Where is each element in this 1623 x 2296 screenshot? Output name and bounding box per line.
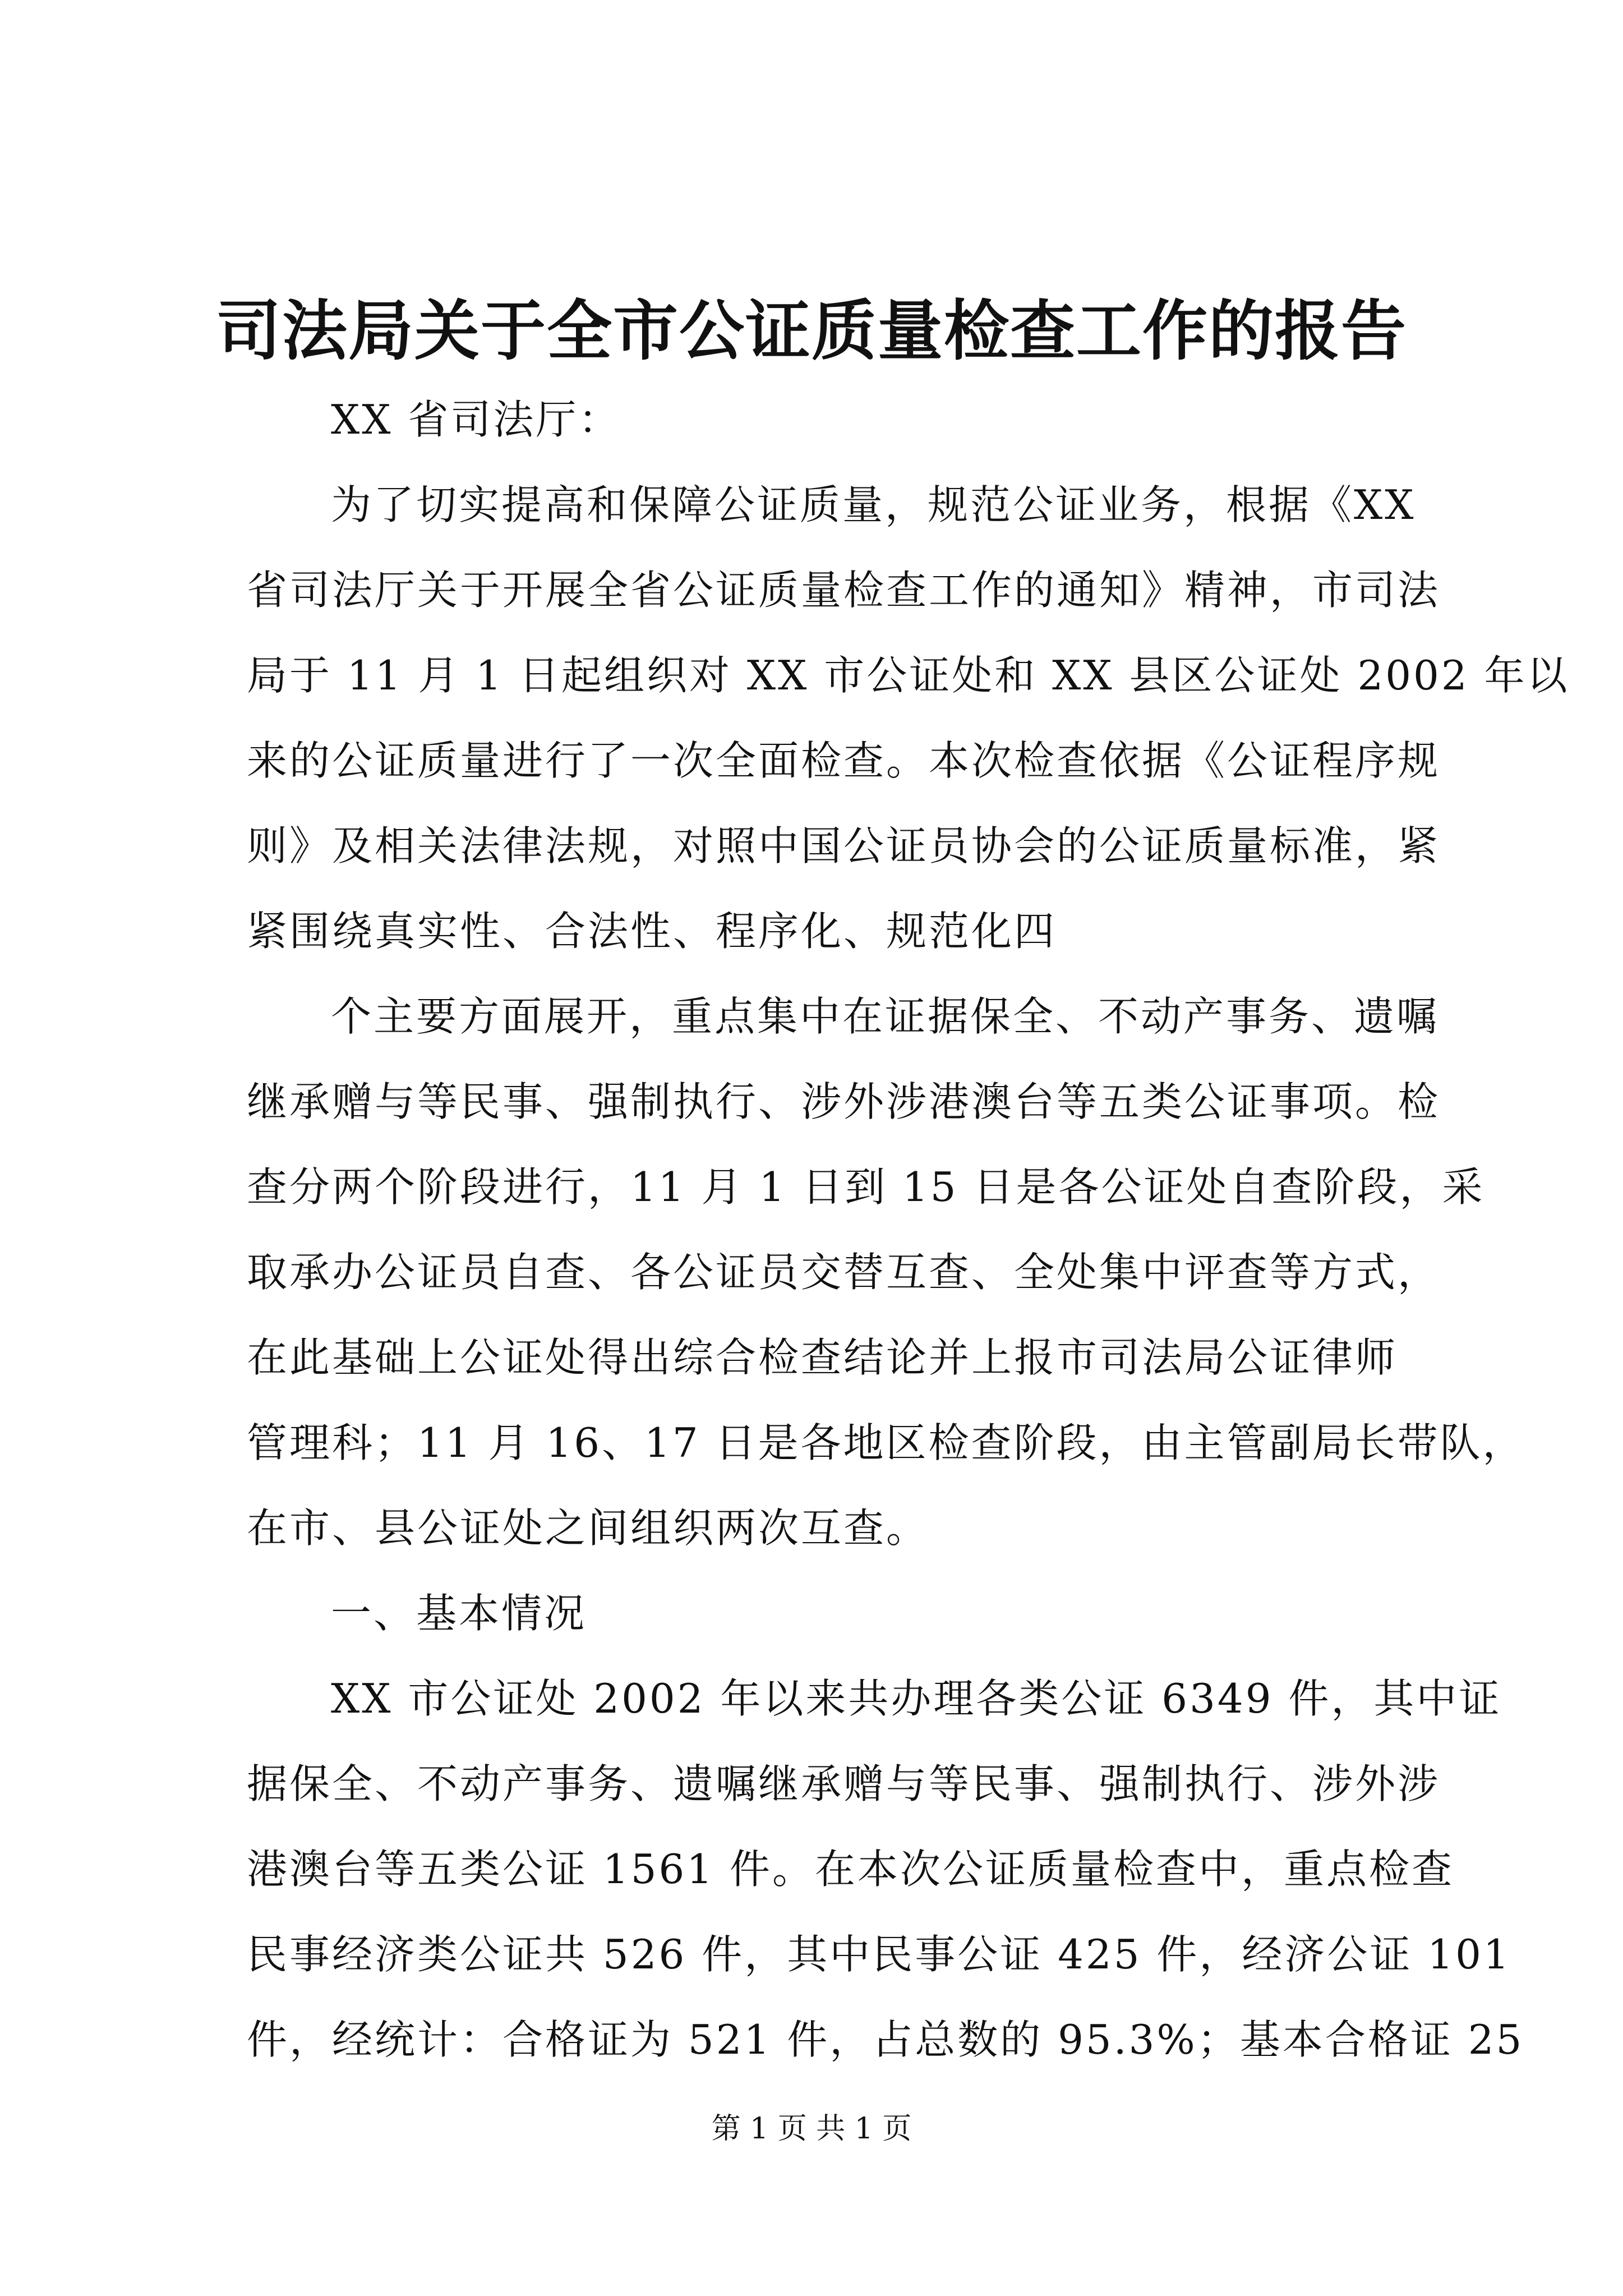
body-line: 为了切实提高和保障公证质量，规范公证业务，根据《XX	[331, 481, 1416, 528]
body-line: 局于 11 月 1 日起组织对 XX 市公证处和 XX 县区公证处 2002 年以	[247, 652, 1570, 699]
body-line: 在此基础上公证处得出综合检查结论并上报市司法局公证律师	[247, 1334, 1398, 1381]
body-line: 则》及相关法律法规，对照中国公证员协会的公证质量标准，紧	[247, 822, 1441, 869]
body-line: 查分两个阶段进行，11 月 1 日到 15 日是各公证处自查阶段，采	[247, 1163, 1485, 1211]
body-line: XX 省司法厅：	[331, 396, 621, 443]
body-line: 继承赠与等民事、强制执行、涉外涉港澳台等五类公证事项。检	[247, 1078, 1441, 1125]
body-line: 管理科；11 月 16、17 日是各地区检查阶段，由主管副局长带队，	[247, 1419, 1525, 1466]
body-line: 据保全、不动产事务、遗嘱继承赠与等民事、强制执行、涉外涉	[247, 1760, 1441, 1807]
section-heading: 一、基本情况	[331, 1590, 587, 1637]
body-line: 件，经统计：合格证为 521 件，占总数的 95.3%；基本合格证 25	[247, 2016, 1524, 2063]
body-line: 在市、县公证处之间组织两次互查。	[247, 1504, 929, 1552]
body-line: 取承办公证员自查、各公证员交替互查、全处集中评查等方式，	[247, 1249, 1441, 1296]
body-line: 民事经济类公证共 526 件，其中民事公证 425 件，经济公证 101	[247, 1931, 1511, 1978]
document-title: 司法局关于全市公证质量检查工作的报告	[216, 293, 1407, 369]
body-line: XX 市公证处 2002 年以来共办理各类公证 6349 件，其中证	[331, 1675, 1502, 1722]
body-line: 港澳台等五类公证 1561 件。在本次公证质量检查中，重点检查	[247, 1846, 1455, 1893]
body-line: 来的公证质量进行了一次全面检查。本次检查依据《公证程序规	[247, 737, 1441, 784]
body-line: 省司法厅关于开展全省公证质量检查工作的通知》精神，市司法	[247, 567, 1441, 614]
page-footer: 第 1 页 共 1 页	[711, 2112, 912, 2146]
body-line: 个主要方面展开，重点集中在证据保全、不动产事务、遗嘱	[331, 993, 1440, 1040]
document-body	[247, 377, 1570, 2082]
body-line: 紧围绕真实性、合法性、程序化、规范化四	[247, 908, 1057, 955]
